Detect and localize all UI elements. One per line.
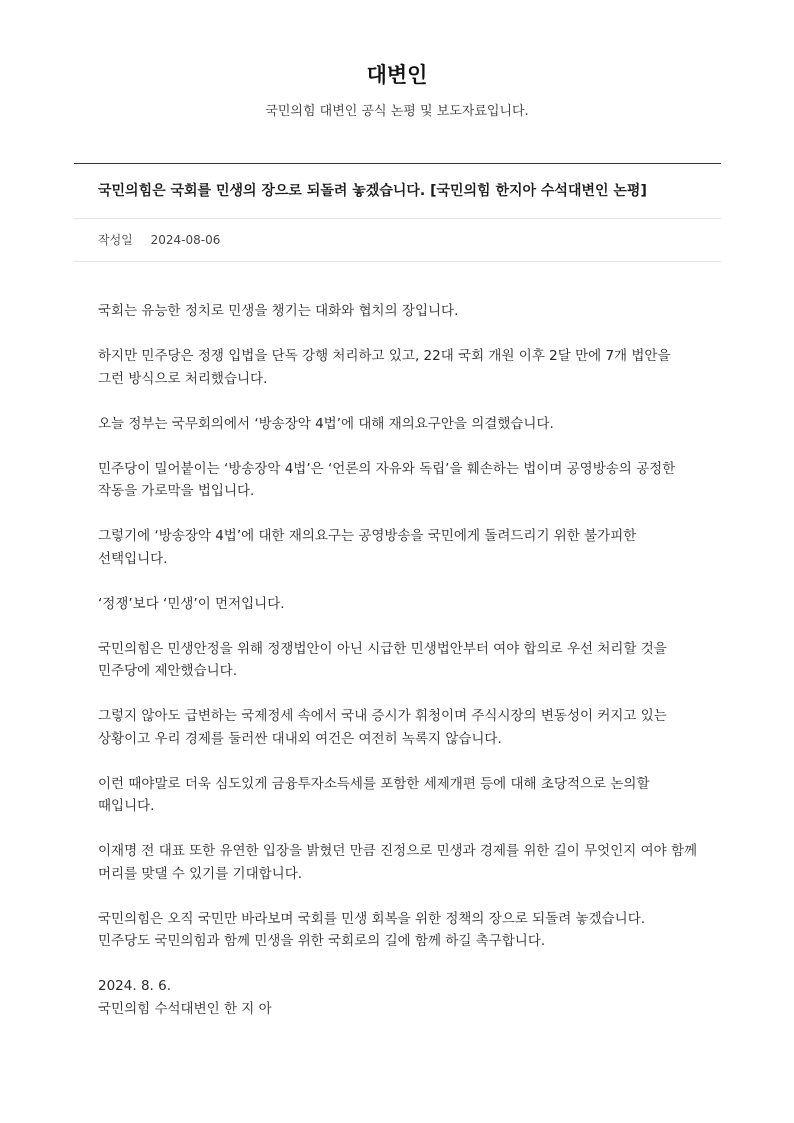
body-paragraph: 국민의힘은 오직 국민만 바라보며 국회를 민생 회복을 위한 정책의 장으로 되돌려 놓겠습니다. 민주당도 국민의힘과 함께 민생을 위한 국회로의 길에 함께 하길 촉구합니다. — [98, 910, 646, 949]
body-paragraph: 민주당이 밀어붙이는 ‘방송장악 4법’은 ‘언론의 자유와 독립’을 훼손하는 법이며 공영방송의 공정한 작동을 가로막을 법입니다. — [98, 460, 676, 499]
body-paragraph: ‘정쟁’보다 ‘민생’이 먼저입니다. — [98, 595, 285, 612]
body-paragraph: 이재명 전 대표 또한 유연한 입장을 밝혔던 만큼 진정으로 민생과 경제를 위한 길이 무엇인지 여야 함께 머리를 맞댈 수 있기를 기대합니다. — [98, 843, 698, 882]
body-paragraph: 하지만 민주당은 정쟁 입법을 단독 강행 처리하고 있고, 22대 국회 개원 이후 2달 만에 7개 법안을 그런 방식으로 처리했습니다. — [98, 348, 671, 387]
body-paragraph: 국민의힘은 민생안정을 위해 정쟁법안이 아닌 시급한 민생법안부터 여야 합의로 우선 처리할 것을 민주당에 제안했습니다. — [98, 640, 667, 679]
post-title: 국민의힘은 국회를 민생의 장으로 되돌려 놓겠습니다. [국민의힘 한지아 수석대변인 논평] — [98, 183, 647, 199]
post-meta — [98, 230, 220, 250]
date-label: 작성일 — [98, 233, 133, 247]
body-paragraph: 오늘 정부는 국무회의에서 ‘방송장악 4법’에 대해 재의요구안을 의결했습니다. — [98, 415, 554, 432]
signature-date: 2024. 8. 6. — [98, 978, 171, 994]
body-paragraph: 그렇기에 ‘방송장악 4법’에 대한 재의요구는 공영방송을 국민에게 돌려드리기 위한 불가피한 선택입니다. — [98, 528, 637, 567]
body-paragraph: 그렇지 않아도 급변하는 국제정세 속에서 국내 증시가 휘청이며 주식시장의 변동성이 커지고 있는 상황이고 우리 경제를 둘러싼 대내외 여건은 여전히 녹록지 않습니다. — [98, 708, 667, 747]
body-paragraph: 국회는 유능한 정치로 민생을 챙기는 대화와 협치의 장입니다. — [98, 303, 459, 319]
site-subtitle: 국민의힘 대변인 공식 논평 및 보도자료입니다. — [265, 104, 529, 119]
signature-name: 국민의힘 수석대변인 한 지 아 — [98, 1000, 272, 1017]
divider-top — [74, 163, 721, 164]
divider-meta — [74, 261, 721, 262]
body-paragraph: 이런 때야말로 더욱 심도있게 금융투자소득세를 포함한 세제개편 등에 대해 초당적으로 논의할 때입니다. — [98, 775, 650, 814]
divider-title — [74, 218, 721, 219]
post-date: 2024-08-06 — [150, 233, 221, 247]
post-body — [98, 300, 698, 1020]
site-title: 대변인 — [366, 63, 428, 87]
